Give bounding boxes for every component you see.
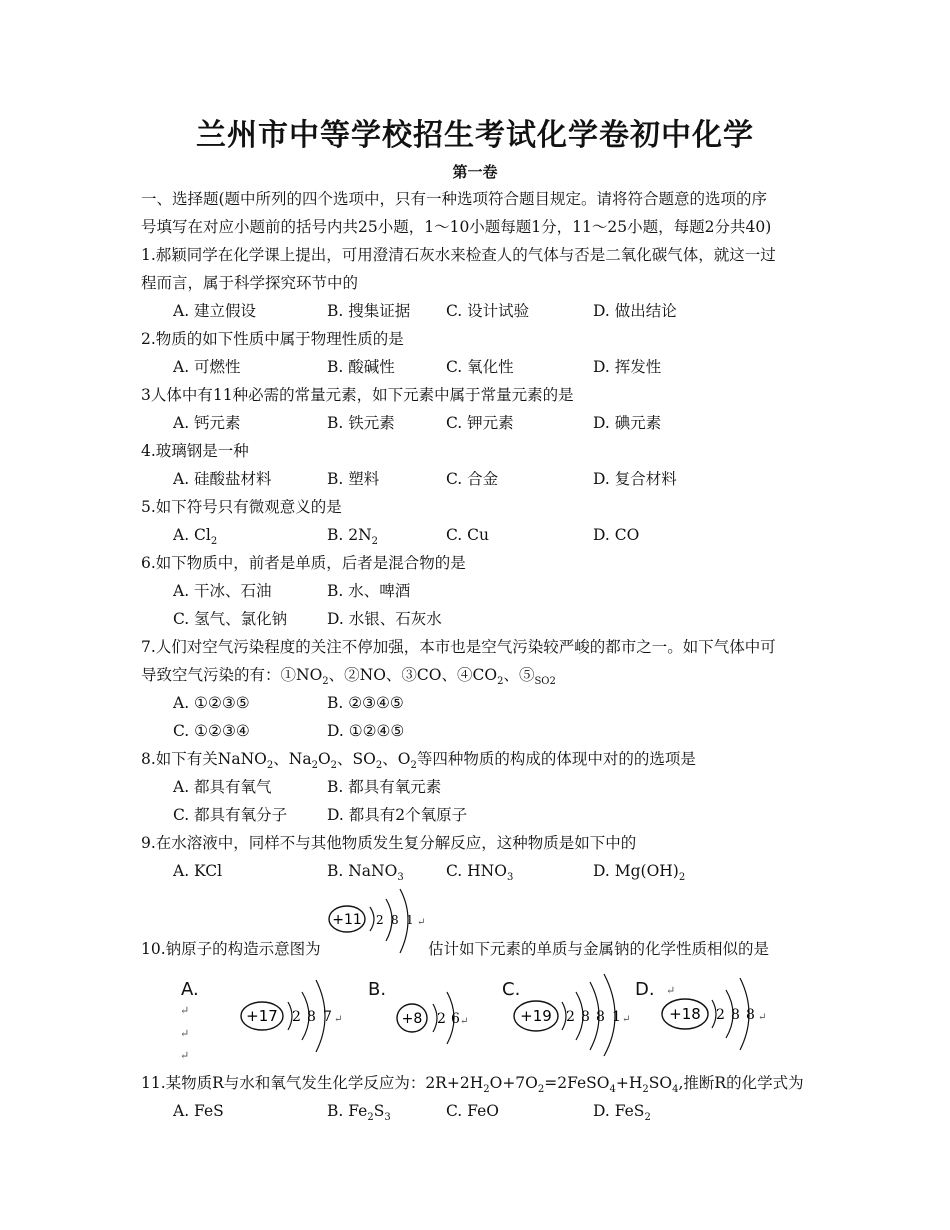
page-title: 兰州市中等学校招生考试化学卷初中化学 (196, 118, 754, 153)
question-7-option-a: A. ①②③⑤ (173, 694, 250, 712)
svg-text:8: 8 (581, 1009, 590, 1025)
question-7-stem-line-1: 7.人们对空气污染程度的关注不停加强，本市也是空气污染较严峻的都市之一。如下气体中可 (141, 638, 776, 656)
svg-text:8: 8 (596, 1009, 605, 1025)
question-9-stem: 9.在水溶液中，同样不与其他物质发生复分解反应，这种物质是如下中的 (141, 834, 637, 852)
question-5-stem: 5.如下符号只有微观意义的是 (141, 498, 342, 516)
question-11-stem: 11.某物质R与水和氧气发生化学反应为：$2R+2H_2O+7O_2=2FeSO_4+H_2SO_4$,推断R的化学式为 (141, 1074, 804, 1096)
return-mark: ↵ (666, 984, 676, 997)
question-10-choice-b-letter: B. (368, 979, 387, 1000)
question-7-option-b: B. ②③④⑤ (327, 694, 404, 712)
question-2-option-b: B. 酸碱性 (327, 358, 395, 376)
question-2-option-c: C. 氧化性 (446, 358, 514, 376)
question-4-option-d: D. 复合材料 (593, 470, 677, 488)
choice-b-atom-diagram (395, 978, 475, 1062)
question-8-option-c: C. 都具有氧分子 (173, 806, 288, 824)
question-8-option-a: A. 都具有氧气 (173, 778, 272, 796)
question-8-option-b: B. 都具有氧元素 (327, 778, 442, 796)
svg-text:2: 2 (566, 1009, 575, 1025)
svg-text:+19: +19 (520, 1007, 552, 1025)
choice-d-atom-diagram (660, 970, 780, 1060)
question-3-option-b: B. 铁元素 (327, 414, 395, 432)
question-5-option-b: B. $2N_2$ (327, 526, 379, 548)
question-11-option-d: D. FeS$_2$ (593, 1102, 651, 1124)
question-6-option-a: A. 干冰、石油 (173, 582, 272, 600)
question-8-option-d: D. 都具有2个氧原子 (327, 806, 468, 824)
question-7-stem-line-2: 导致空气污染的有：$①NO_2$、②NO、③CO、$④CO_2$、$⑤_{SO2}$ (141, 666, 556, 688)
question-6-option-d: D. 水银、石灰水 (327, 610, 442, 628)
question-9-option-c: C. $HNO_3$ (446, 862, 514, 884)
question-11-option-a: A. FeS (173, 1102, 224, 1120)
question-7-option-d: D. ①②④⑤ (327, 722, 405, 740)
svg-text:2: 2 (292, 1009, 301, 1025)
question-6-option-c: C. 氢气、氯化钠 (173, 610, 288, 628)
question-10-stem-right: 估计如下元素的单质与金属钠的化学性质相似的是 (428, 940, 770, 958)
sodium-nucleus-label: +11 (332, 912, 362, 928)
question-3-option-c: C. 钾元素 (446, 414, 514, 432)
question-11-option-b: B. $Fe_2S_3$ (327, 1102, 391, 1124)
return-mark: ↵ (417, 917, 426, 928)
question-7-option-c: C. ①②③④ (173, 722, 250, 740)
question-10-stem-left: 10.钠原子的构造示意图为 (141, 940, 321, 958)
question-1-stem-line-1: 1.郝颖同学在化学课上提出，可用澄清石灰水来检查人的气体与否是二氧化碳气体，就这一过 (141, 246, 776, 264)
question-3-option-d: D. 碘元素 (593, 414, 662, 432)
choice-a-atom-diagram (240, 972, 350, 1060)
question-2-option-a: A. 可燃性 (173, 358, 241, 376)
svg-text:↵: ↵ (758, 1012, 767, 1023)
return-mark: ↵ (180, 1004, 190, 1017)
question-5-option-a: A. $Cl_2$ (173, 526, 218, 548)
return-mark: ↵ (180, 1027, 190, 1040)
section-title: 第一卷 (452, 163, 498, 181)
question-1-stem-line-2: 程而言，属于科学探究环节中的 (141, 274, 359, 292)
sodium-shell-2: 8 (391, 913, 399, 927)
choice-c-atom-diagram (512, 970, 642, 1060)
question-6-stem: 6.如下物质中，前者是单质，后者是混合物的是 (141, 554, 466, 572)
question-6-option-b: B. 水、啤酒 (327, 582, 411, 600)
question-8-stem: 8.如下有关NaNO$_2$、$Na_2O_2$、$SO_2$、$O_2$等四种物质的构成的体现中对的的选项是 (141, 750, 696, 772)
svg-text:+18: +18 (669, 1005, 701, 1023)
question-1-option-c: C. 设计试验 (446, 302, 530, 320)
sodium-atom-diagram (326, 885, 436, 961)
sodium-shell-3: 1 (406, 913, 414, 927)
instructions-line-2: 号填写在对应小题前的括号内共25小题，1～10小题每题1分，11～25小题，每题2分共40) (141, 218, 772, 236)
svg-text:2: 2 (716, 1007, 725, 1023)
question-4-option-a: A. 硅酸盐材料 (173, 470, 272, 488)
question-4-option-c: C. 合金 (446, 470, 499, 488)
svg-text:8: 8 (746, 1007, 755, 1023)
svg-text:1: 1 (612, 1009, 621, 1025)
svg-text:+17: +17 (246, 1007, 278, 1025)
svg-text:8: 8 (731, 1007, 740, 1023)
question-1-option-a: A. 建立假设 (173, 302, 257, 320)
svg-text:↵: ↵ (460, 1016, 469, 1027)
question-1-option-d: D. 做出结论 (593, 302, 677, 320)
question-10-choice-a-letter: A. (181, 979, 199, 1000)
question-2-option-d: D. 挥发性 (593, 358, 662, 376)
svg-text:+8: +8 (401, 1011, 423, 1027)
return-mark: ↵ (180, 1049, 190, 1062)
question-5-option-d: D. CO (593, 526, 640, 544)
question-1-option-b: B. 搜集证据 (327, 302, 411, 320)
question-10-choice-d-letter: D. (635, 979, 655, 1000)
question-4-option-b: B. 塑料 (327, 470, 380, 488)
svg-text:7: 7 (323, 1009, 332, 1025)
question-4-stem: 4.玻璃钢是一种 (141, 442, 249, 460)
instructions-line-1: 一、选择题(题中所列的四个选项中，只有一种选项符合题目规定。请将符合题意的选项的序 (141, 190, 768, 208)
question-3-option-a: A. 钙元素 (173, 414, 241, 432)
question-10-choice-c-letter: C. (502, 979, 521, 1000)
svg-text:↵: ↵ (622, 1014, 631, 1025)
question-2-stem: 2.物质的如下性质中属于物理性质的是 (141, 330, 404, 348)
question-5-option-c: C. Cu (446, 526, 490, 544)
svg-text:8: 8 (307, 1009, 316, 1025)
svg-text:↵: ↵ (334, 1014, 343, 1025)
question-9-option-b: B. NaNO$_3$ (327, 862, 404, 884)
question-9-option-d: D. $Mg(OH)_2$ (593, 862, 686, 884)
question-3-stem: 3人体中有11种必需的常量元素，如下元素中属于常量元素的是 (141, 386, 574, 404)
svg-text:2: 2 (437, 1011, 446, 1027)
question-9-option-a: A. KCl (173, 862, 223, 880)
question-11-option-c: C. FeO (446, 1102, 499, 1120)
svg-text:6: 6 (451, 1011, 460, 1027)
sodium-shell-1: 2 (376, 913, 384, 927)
